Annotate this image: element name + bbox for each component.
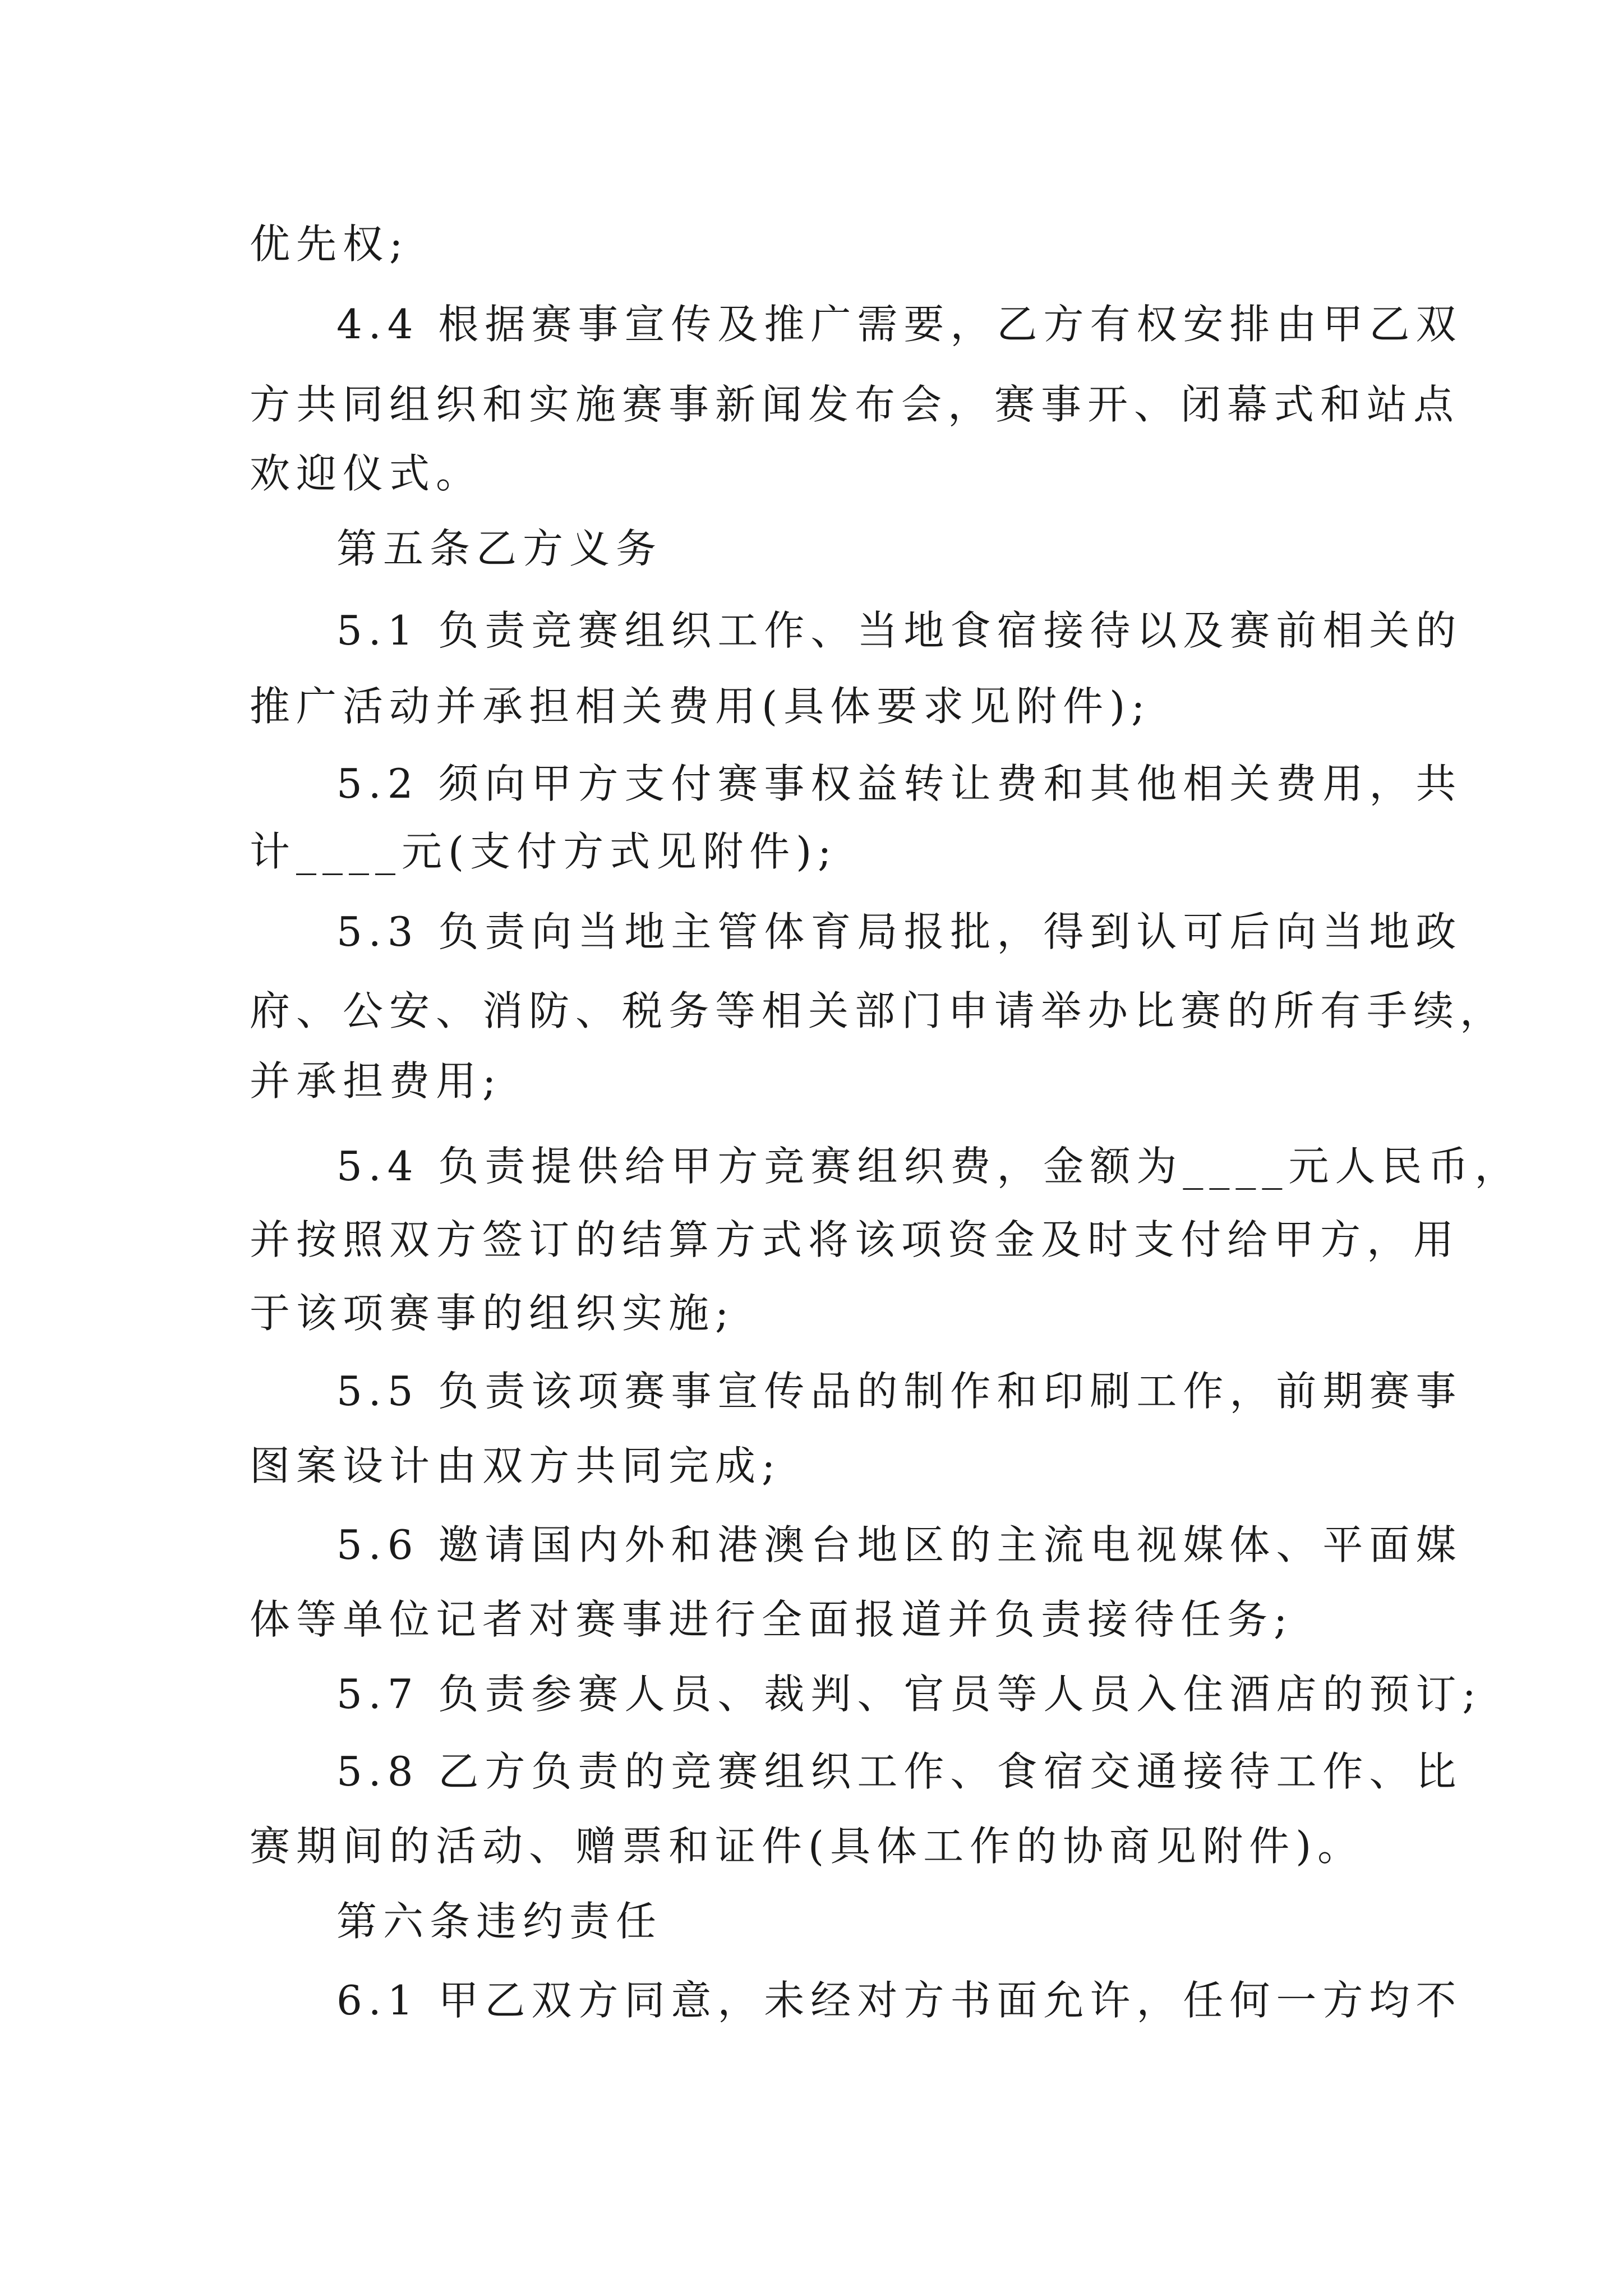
text-line: 5.8 乙方负责的竞赛组织工作、食宿交通接待工作、比 (336, 1748, 1463, 1795)
text-line: 5.4 负责提供给甲方竞赛组织费，金额为____元人民币， (336, 1143, 1521, 1190)
text-line: 府、公安、消防、税务等相关部门申请举办比赛的所有手续， (250, 987, 1507, 1034)
text-line: 5.6 邀请国内外和港澳台地区的主流电视媒体、平面媒 (336, 1521, 1463, 1568)
text-line: 5.3 负责向当地主管体育局报批，得到认可后向当地政 (336, 908, 1463, 955)
text-line: 欢迎仪式。 (250, 450, 483, 497)
text-line: 5.2 须向甲方支付赛事权益转让费和其他相关费用，共 (336, 760, 1463, 807)
text-line: 并按照双方签订的结算方式将该项资金及时支付给甲方，用 (250, 1216, 1460, 1263)
text-line: 6.1 甲乙双方同意，未经对方书面允许，任何一方均不 (336, 1977, 1463, 2024)
section-heading: 第六条违约责任 (336, 1898, 663, 1945)
section-heading: 第五条乙方义务 (336, 525, 663, 572)
text-line: 5.7 负责参赛人员、裁判、官员等人员入住酒店的预订; (336, 1671, 1482, 1718)
text-line: 4.4 根据赛事宣传及推广需要，乙方有权安排由甲乙双 (336, 301, 1463, 348)
text-line: 优先权; (250, 220, 409, 268)
text-line: 5.1 负责竞赛组织工作、当地食宿接待以及赛前相关的 (336, 607, 1463, 654)
text-line: 图案设计由双方共同完成; (250, 1442, 782, 1489)
text-line: 于该项赛事的组织实施; (250, 1290, 735, 1337)
text-line: 体等单位记者对赛事进行全面报道并负责接待任务; (250, 1596, 1294, 1643)
text-line: 计____元(支付方式见附件); (250, 828, 838, 875)
text-line: 赛期间的活动、赠票和证件(具体工作的协商见附件)。 (250, 1823, 1364, 1870)
text-line: 方共同组织和实施赛事新闻发布会，赛事开、闭幕式和站点 (250, 381, 1460, 428)
text-line: 5.5 负责该项赛事宣传品的制作和印刷工作，前期赛事 (336, 1368, 1463, 1415)
text-line: 推广活动并承担相关费用(具体要求见附件); (250, 683, 1151, 730)
text-line: 并承担费用; (250, 1057, 502, 1105)
